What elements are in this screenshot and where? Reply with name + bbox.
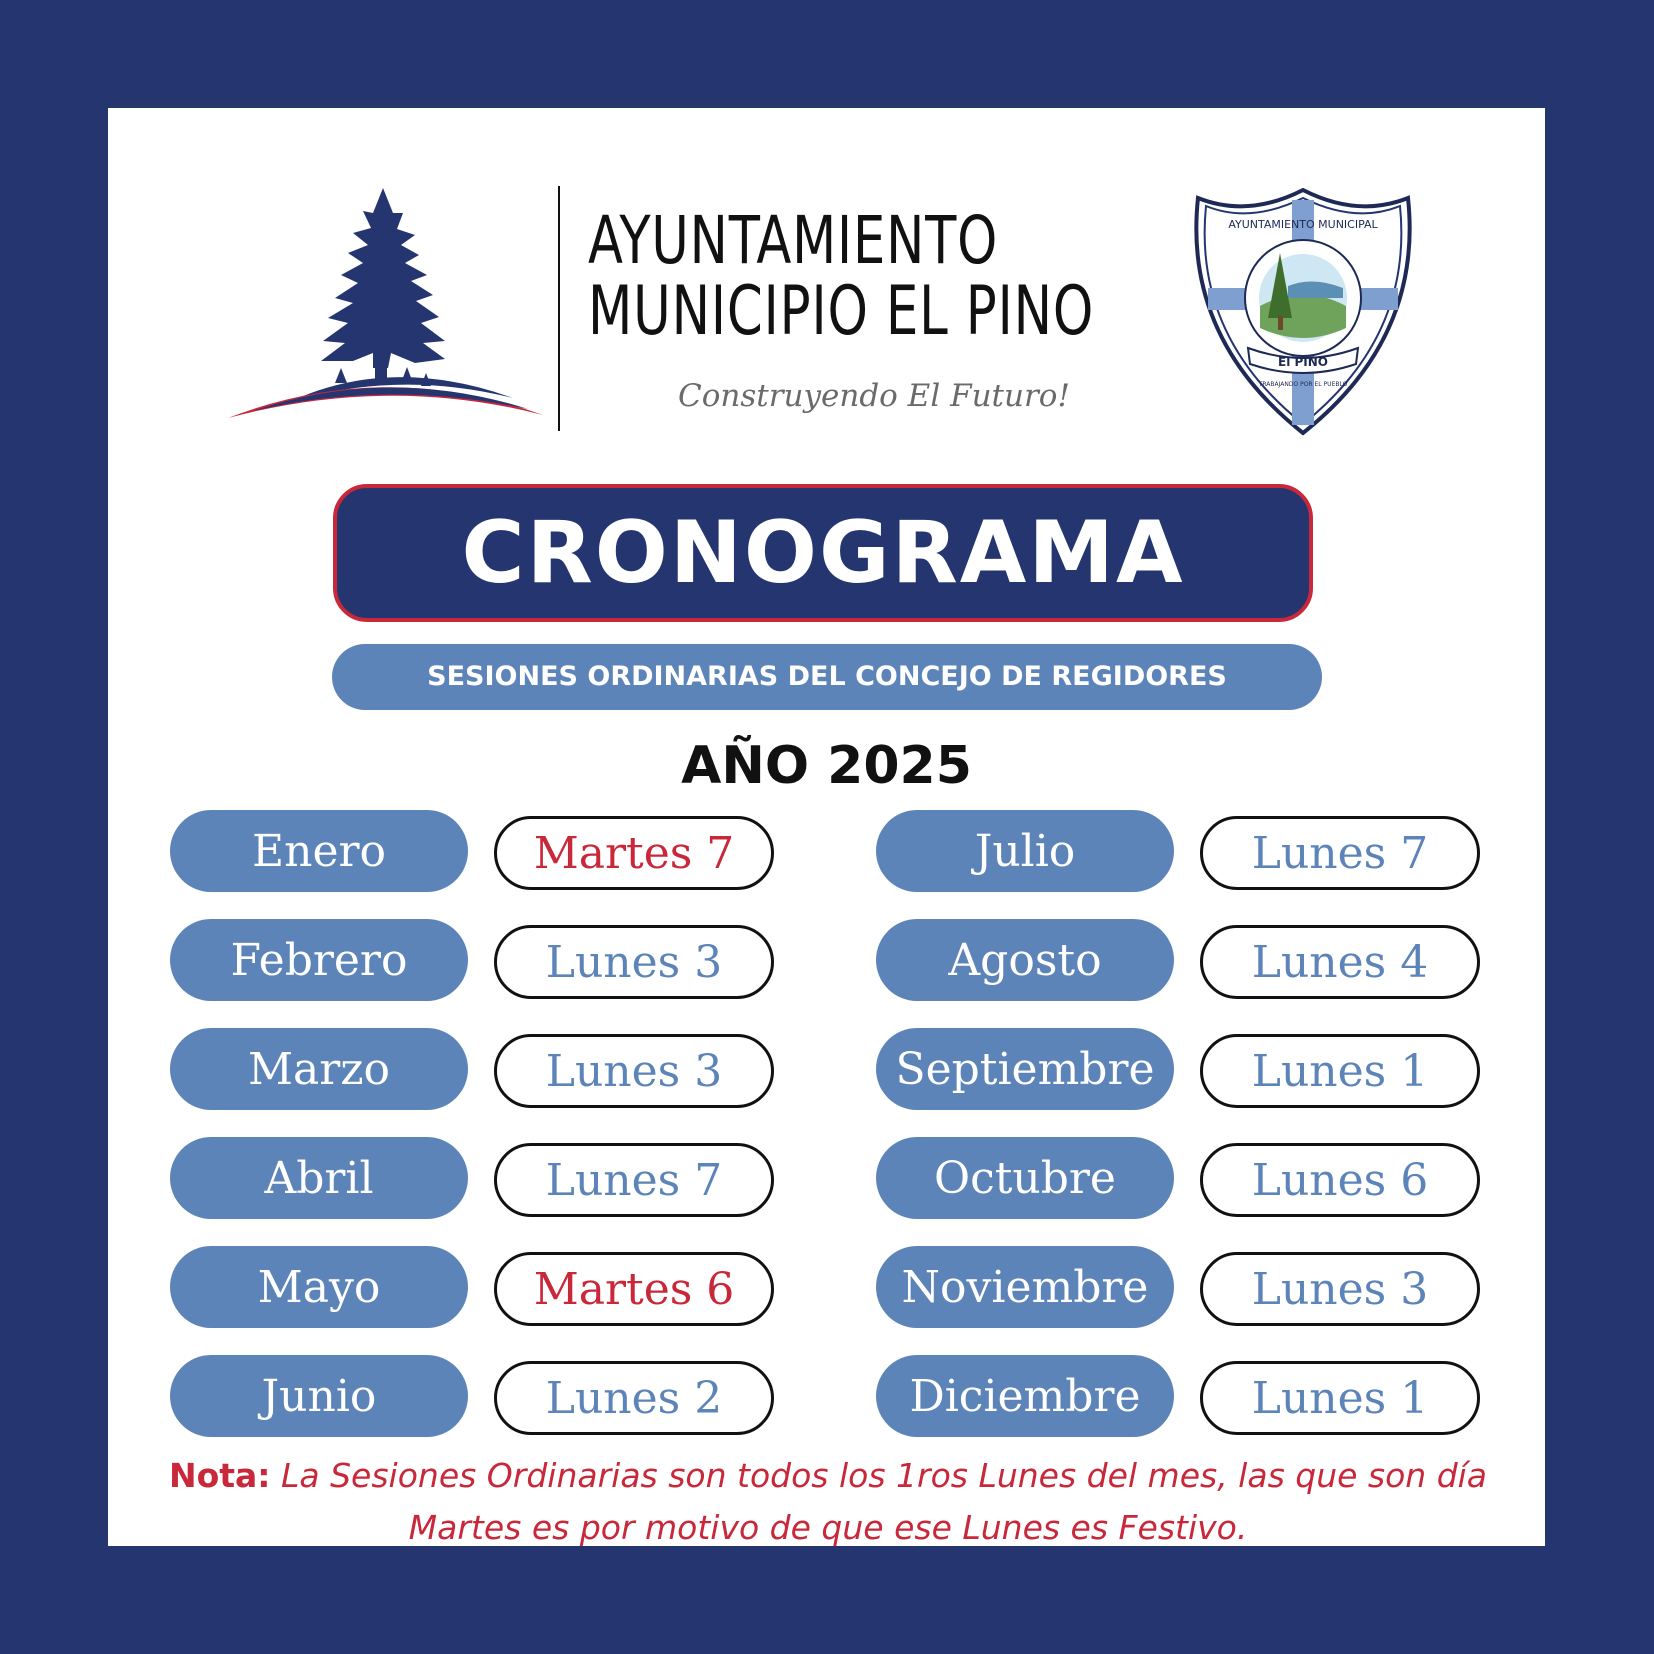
pine-tree-logo [223, 183, 553, 423]
month-pill: Julio [876, 810, 1174, 892]
month-pill: Mayo [170, 1246, 468, 1328]
date-pill: Lunes 3 [494, 1034, 774, 1108]
cronograma-banner [333, 484, 1313, 622]
footnote [138, 1450, 1518, 1554]
poster-card [108, 108, 1545, 1546]
date-pill: Lunes 7 [1200, 816, 1480, 890]
shield-motto-text: TRABAJANDO POR EL PUEBLO [1258, 381, 1348, 388]
month-pill: Agosto [876, 919, 1174, 1001]
month-pill: Octubre [876, 1137, 1174, 1219]
date-pill: Lunes 3 [494, 925, 774, 999]
banner-title: CRONOGRAMA [461, 503, 1185, 603]
subtitle-pill [332, 644, 1322, 710]
date-pill: Lunes 4 [1200, 925, 1480, 999]
month-pill: Diciembre [876, 1355, 1174, 1437]
month-pill: Febrero [170, 919, 468, 1001]
month-pill: Marzo [170, 1028, 468, 1110]
header-title-line2: MUNICIPIO EL PINO [588, 272, 1095, 351]
date-pill: Martes 7 [494, 816, 774, 890]
header-divider [558, 186, 560, 431]
date-pill: Lunes 1 [1200, 1034, 1480, 1108]
subtitle-text: SESIONES ORDINARIAS DEL CONCEJO DE REGIDORES [427, 661, 1227, 692]
date-pill: Lunes 2 [494, 1361, 774, 1435]
shield-arc-text: AYUNTAMIENTO MUNICIPAL [1228, 218, 1378, 231]
municipal-shield-logo [1188, 188, 1418, 438]
header-title-line1: AYUNTAMIENTO [588, 202, 999, 279]
date-pill: Martes 6 [494, 1252, 774, 1326]
month-pill: Enero [170, 810, 468, 892]
date-pill: Lunes 6 [1200, 1143, 1480, 1217]
date-pill: Lunes 7 [494, 1143, 774, 1217]
note-text: La Sesiones Ordinarias son todos los 1ros Lunes del mes, las que son día Martes es por motivo de que ese Lunes es Festivo. [281, 1456, 1488, 1547]
note-label: Nota: [168, 1456, 271, 1495]
month-pill: Junio [170, 1355, 468, 1437]
month-pill: Noviembre [876, 1246, 1174, 1328]
shield-ribbon-text: El PINO [1278, 355, 1328, 369]
month-pill: Abril [170, 1137, 468, 1219]
date-pill: Lunes 1 [1200, 1361, 1480, 1435]
date-pill: Lunes 3 [1200, 1252, 1480, 1326]
slogan: Construyendo El Futuro! [678, 378, 1070, 414]
year-heading: AÑO 2025 [681, 736, 972, 796]
month-pill: Septiembre [876, 1028, 1174, 1110]
